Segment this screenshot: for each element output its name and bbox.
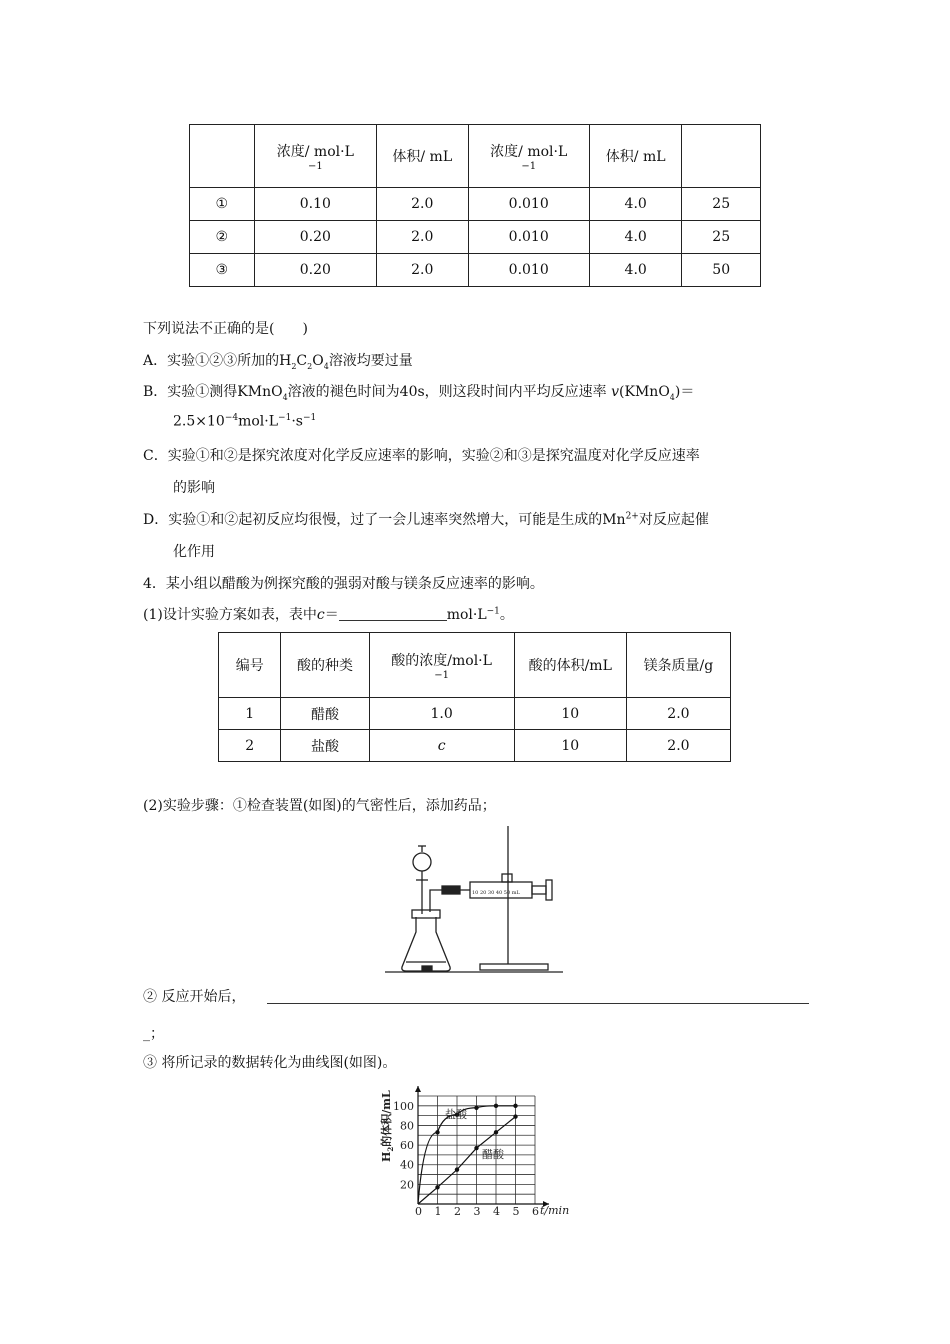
table-cell: 2.0 — [626, 730, 730, 762]
q3-stem: 下列说法不正确的是( ) — [143, 321, 308, 337]
table-cell: 25 — [682, 221, 761, 254]
stand-base — [480, 964, 548, 970]
text-span: O — [312, 353, 324, 369]
text-span: −1 — [302, 413, 317, 423]
table-cell: 50 — [682, 254, 761, 287]
table-row — [219, 698, 731, 730]
table-1-header-4: 体积/ mL — [589, 125, 681, 188]
chart-x-label: t/min — [540, 1204, 570, 1217]
table-cell: 2.0 — [377, 188, 469, 221]
table-cell: 2.0 — [626, 698, 730, 730]
y-tick-label: 20 — [400, 1178, 414, 1192]
table-cell: 1.0 — [369, 698, 514, 730]
text-span: 溶液的褪色时间为40s，则这段时间内平均反应速率 — [287, 384, 607, 400]
syringe-plunger-handle — [546, 880, 552, 900]
text-span: A．实验①②③所加的H — [143, 353, 292, 369]
data-point — [513, 1104, 517, 1108]
table-2 — [218, 632, 731, 762]
q3-option-c-line2: 的影响 — [173, 480, 215, 496]
magnesium-ribbon — [422, 966, 432, 970]
x-tick-label: 2 — [454, 1205, 461, 1218]
text-span: ② 反应开始后， — [143, 989, 246, 1005]
data-point — [513, 1114, 517, 1118]
table-2-header-1: 酸的种类 — [281, 633, 369, 698]
table-cell: 0.010 — [468, 254, 589, 287]
table-2-header-3: 酸的体积/mL — [514, 633, 626, 698]
data-point — [455, 1167, 459, 1171]
table-cell — [369, 730, 514, 762]
table-cell: 0.10 — [254, 188, 376, 221]
text-span: 溶液均要过量 — [328, 353, 413, 369]
y-tick-label: 100 — [393, 1099, 414, 1113]
table-cell: 4.0 — [589, 221, 681, 254]
text-span: −1 — [486, 606, 500, 617]
text-span: 对反应起催 — [638, 512, 709, 528]
x-tick-label: 6 — [532, 1205, 539, 1218]
text-span: −4 — [224, 413, 239, 423]
q4-part3 — [143, 986, 245, 1006]
text-span: 2 — [307, 361, 313, 371]
table-2-header-4: 镁条质量/g — [626, 633, 730, 698]
series-label-hcl: 盐酸 — [445, 1108, 467, 1121]
data-point — [435, 1185, 439, 1189]
x-tick-label: 5 — [512, 1205, 520, 1218]
table-1-header-0 — [190, 125, 255, 188]
text-span: 4 — [669, 392, 675, 402]
table-cell: ① — [190, 188, 255, 221]
x-tick-label: 1 — [434, 1205, 442, 1218]
answer-blank-line[interactable] — [267, 1003, 809, 1004]
data-point — [494, 1130, 498, 1134]
table-cell: 0.20 — [254, 221, 376, 254]
table-1-header-5 — [682, 125, 761, 188]
table-cell: 2 — [219, 730, 281, 762]
text-span: 2 — [291, 361, 297, 371]
text-span: 酸的浓度/mol·L — [391, 652, 492, 669]
data-point — [474, 1106, 478, 1110]
text-span: ＝ — [324, 607, 339, 623]
table-cell: ③ — [190, 254, 255, 287]
y-tick-label: 80 — [400, 1119, 414, 1133]
table-2-header-2 — [369, 633, 514, 698]
funnel-bulb — [413, 853, 431, 871]
table-2-header-0: 编号 — [219, 633, 281, 698]
table-row — [190, 221, 761, 254]
text-span: c — [437, 737, 446, 754]
text-span: (KMnO — [619, 384, 670, 400]
text-span: C — [296, 353, 308, 369]
q4-part2: (2)实验步骤：①检查装置(如图)的气密性后，添加药品； — [143, 798, 496, 814]
text-span: c — [316, 607, 325, 623]
text-span: B．实验①测得KMnO — [143, 384, 283, 400]
q3-option-b-line1 — [143, 381, 694, 402]
table-cell: 25 — [682, 188, 761, 221]
apparatus-figure — [380, 822, 570, 974]
x-tick-label: 3 — [473, 1205, 481, 1218]
text-span: −1 — [278, 413, 292, 423]
x-tick-label: 4 — [493, 1205, 500, 1218]
table-1-header-3-exp: −1 — [521, 160, 537, 172]
answer-blank[interactable] — [339, 606, 447, 621]
table-cell: 4.0 — [589, 254, 681, 287]
q3-option-c-line1: C．实验①和②是探究浓度对化学反应速率的影响，实验②和③是探究温度对化学反应速率 — [143, 448, 700, 464]
table-row — [190, 254, 761, 287]
table-row — [190, 188, 761, 221]
rubber-tube — [442, 886, 460, 894]
table-cell: 0.010 — [468, 221, 589, 254]
conical-flask — [402, 917, 450, 971]
table-cell: 0.20 — [254, 254, 376, 287]
table-cell: 4.0 — [589, 188, 681, 221]
table-cell: 醋酸 — [281, 698, 369, 730]
q3-option-d-line2: 化作用 — [173, 544, 215, 560]
text-span: (1)设计实验方案如表，表中 — [143, 607, 317, 623]
text-span: 4 — [323, 361, 329, 371]
syringe-scale: 10 20 30 40 50 mL — [472, 890, 520, 896]
data-point — [494, 1104, 498, 1108]
q4-part3-end: _； — [143, 1026, 164, 1042]
table-cell: 2.0 — [377, 254, 469, 287]
table-1 — [189, 124, 761, 287]
table-1-header-1-exp: −1 — [307, 160, 323, 172]
q3-option-a — [143, 350, 413, 371]
q4-stem: 4．某小组以醋酸为例探究酸的强弱对酸与镁条反应速率的影响。 — [143, 576, 544, 592]
text-span: 2+ — [625, 511, 639, 522]
x-tick-label: 0 — [415, 1205, 422, 1218]
text-span: 。 — [499, 607, 514, 623]
text-span: ·s — [291, 413, 303, 430]
table-cell: 10 — [514, 730, 626, 762]
table-1-header-2: 体积/ mL — [377, 125, 469, 188]
text-span: )＝ — [674, 384, 695, 400]
y-tick-label: 60 — [400, 1139, 414, 1153]
q4-part4: ③ 将所记录的数据转化为曲线图(如图)。 — [143, 1055, 397, 1071]
text-span: mol·L — [238, 413, 279, 430]
syringe-plunger-rod — [532, 886, 546, 894]
table-1-header-3: 浓度/ mol·L −1 — [468, 125, 589, 188]
volume-time-chart — [372, 1082, 582, 1222]
q3-option-b-line2 — [173, 413, 316, 430]
table-cell: 0.010 — [468, 188, 589, 221]
series-label-acetic: 醋酸 — [482, 1148, 504, 1161]
y-axis-arrow — [415, 1086, 421, 1092]
text-span: −1 — [434, 669, 449, 681]
table-cell: 2.0 — [377, 221, 469, 254]
chart-y-label: $H_2$的体积/mL — [380, 1090, 395, 1162]
q4-part1 — [143, 604, 514, 624]
data-point — [474, 1146, 478, 1150]
table-1-header-1: 浓度/ mol·L −1 — [254, 125, 376, 188]
text-span: v — [611, 384, 620, 400]
text-span: 4 — [282, 392, 288, 402]
text-span: mol·L — [446, 607, 487, 623]
q3-option-d-line1 — [143, 509, 709, 529]
table-row — [219, 730, 731, 762]
data-point — [435, 1130, 439, 1134]
table-cell: 1 — [219, 698, 281, 730]
table-cell: 10 — [514, 698, 626, 730]
clamp — [502, 874, 512, 882]
y-tick-label: 40 — [400, 1158, 414, 1172]
table-cell: ② — [190, 221, 255, 254]
table-cell: 盐酸 — [281, 730, 369, 762]
text-span: D．实验①和②起初反应均很慢，过了一会儿速率突然增大，可能是生成的Mn — [143, 512, 626, 528]
stopper — [412, 910, 440, 918]
text-span: 2.5×10 — [173, 413, 225, 430]
